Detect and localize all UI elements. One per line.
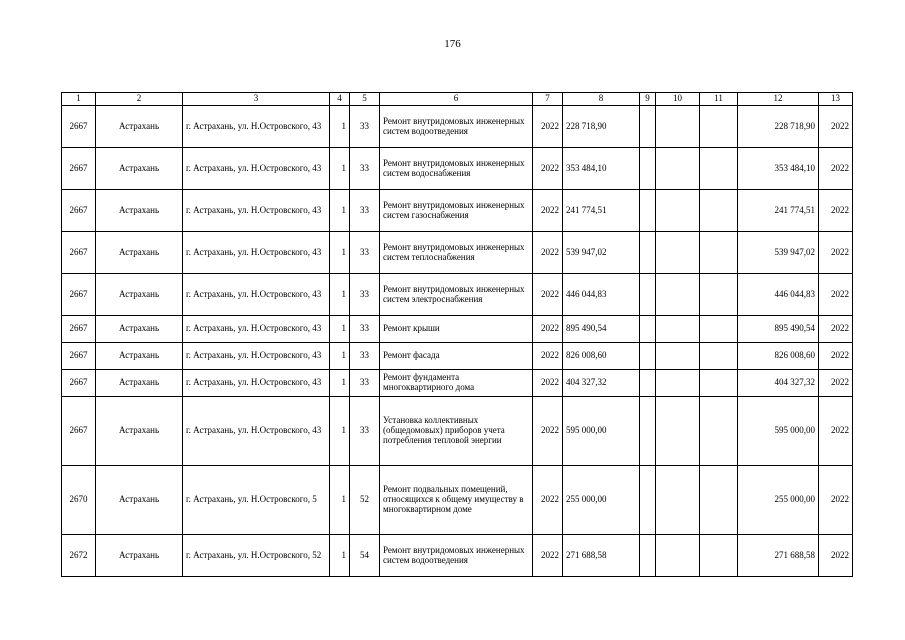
city-cell: Астрахань xyxy=(96,232,183,274)
col9-cell xyxy=(640,466,656,535)
column-number: 13 xyxy=(819,93,853,106)
number-cell: 33 xyxy=(350,397,380,466)
count-cell: 1 xyxy=(330,316,350,343)
col11-cell xyxy=(700,343,738,370)
col11-cell xyxy=(700,370,738,397)
table-row xyxy=(62,106,853,148)
year-cell: 2022 xyxy=(533,274,563,316)
column-number: 12 xyxy=(738,93,819,106)
count-cell: 1 xyxy=(330,232,350,274)
count-cell: 1 xyxy=(330,535,350,577)
total-cost-cell: 539 947,02 xyxy=(738,232,819,274)
city-cell: Астрахань xyxy=(96,148,183,190)
total-cost-cell: 595 000,00 xyxy=(738,397,819,466)
col11-cell xyxy=(700,535,738,577)
city-cell: Астрахань xyxy=(96,397,183,466)
house-code-cell: 2667 xyxy=(62,274,96,316)
count-cell: 1 xyxy=(330,274,350,316)
number-cell: 33 xyxy=(350,106,380,148)
address-cell: г. Астрахань, ул. Н.Островского, 43 xyxy=(183,397,330,466)
house-code-cell: 2667 xyxy=(62,343,96,370)
count-cell: 1 xyxy=(330,343,350,370)
column-number: 1 xyxy=(62,93,96,106)
city-cell: Астрахань xyxy=(96,466,183,535)
city-cell: Астрахань xyxy=(96,370,183,397)
year-cell: 2022 xyxy=(533,232,563,274)
col10-cell xyxy=(656,232,700,274)
col11-cell xyxy=(700,190,738,232)
cost-cell: 895 490,54 xyxy=(563,316,640,343)
total-cost-cell: 404 327,32 xyxy=(738,370,819,397)
address-cell: г. Астрахань, ул. Н.Островского, 43 xyxy=(183,190,330,232)
col9-cell xyxy=(640,232,656,274)
table-row xyxy=(62,535,853,577)
address-cell: г. Астрахань, ул. Н.Островского, 43 xyxy=(183,370,330,397)
number-cell: 33 xyxy=(350,274,380,316)
work-type-cell: Ремонт крыши xyxy=(380,316,533,343)
page-number: 176 xyxy=(444,38,461,50)
year-cell: 2022 xyxy=(533,535,563,577)
cost-cell: 353 484,10 xyxy=(563,148,640,190)
col9-cell xyxy=(640,274,656,316)
total-cost-cell: 446 044,83 xyxy=(738,274,819,316)
year-cell: 2022 xyxy=(533,466,563,535)
col10-cell xyxy=(656,466,700,535)
count-cell: 1 xyxy=(330,397,350,466)
work-type-cell: Ремонт внутридомовых инженерных систем теплоснабжения xyxy=(380,232,533,274)
col9-cell xyxy=(640,343,656,370)
house-code-cell: 2667 xyxy=(62,232,96,274)
col9-cell xyxy=(640,535,656,577)
year-cell: 2022 xyxy=(533,106,563,148)
count-cell: 1 xyxy=(330,466,350,535)
address-cell: г. Астрахань, ул. Н.Островского, 43 xyxy=(183,106,330,148)
deadline-year-cell: 2022 xyxy=(819,106,853,148)
column-number: 7 xyxy=(533,93,563,106)
column-number-row xyxy=(62,93,853,106)
table-row xyxy=(62,148,853,190)
col9-cell xyxy=(640,190,656,232)
col10-cell xyxy=(656,343,700,370)
column-number: 9 xyxy=(640,93,656,106)
total-cost-cell: 895 490,54 xyxy=(738,316,819,343)
number-cell: 54 xyxy=(350,535,380,577)
col10-cell xyxy=(656,106,700,148)
table-row xyxy=(62,190,853,232)
number-cell: 33 xyxy=(350,370,380,397)
year-cell: 2022 xyxy=(533,316,563,343)
total-cost-cell: 255 000,00 xyxy=(738,466,819,535)
cost-cell: 595 000,00 xyxy=(563,397,640,466)
cost-cell: 404 327,32 xyxy=(563,370,640,397)
number-cell: 33 xyxy=(350,343,380,370)
col9-cell xyxy=(640,397,656,466)
col10-cell xyxy=(656,274,700,316)
deadline-year-cell: 2022 xyxy=(819,343,853,370)
cost-cell: 446 044,83 xyxy=(563,274,640,316)
table-row xyxy=(62,343,853,370)
number-cell: 33 xyxy=(350,232,380,274)
capital-repair-table xyxy=(61,92,853,577)
address-cell: г. Астрахань, ул. Н.Островского, 52 xyxy=(183,535,330,577)
deadline-year-cell: 2022 xyxy=(819,148,853,190)
deadline-year-cell: 2022 xyxy=(819,274,853,316)
col9-cell xyxy=(640,316,656,343)
city-cell: Астрахань xyxy=(96,106,183,148)
total-cost-cell: 353 484,10 xyxy=(738,148,819,190)
column-number: 8 xyxy=(563,93,640,106)
house-code-cell: 2667 xyxy=(62,370,96,397)
col9-cell xyxy=(640,106,656,148)
address-cell: г. Астрахань, ул. Н.Островского, 43 xyxy=(183,148,330,190)
col10-cell xyxy=(656,190,700,232)
work-type-cell: Ремонт подвальных помещений, относящихся к общему имуществу в многоквартирном доме xyxy=(380,466,533,535)
col10-cell xyxy=(656,397,700,466)
city-cell: Астрахань xyxy=(96,190,183,232)
city-cell: Астрахань xyxy=(96,535,183,577)
cost-cell: 241 774,51 xyxy=(563,190,640,232)
work-type-cell: Ремонт внутридомовых инженерных систем электроснабжения xyxy=(380,274,533,316)
column-number: 6 xyxy=(380,93,533,106)
total-cost-cell: 271 688,58 xyxy=(738,535,819,577)
year-cell: 2022 xyxy=(533,190,563,232)
col11-cell xyxy=(700,106,738,148)
count-cell: 1 xyxy=(330,106,350,148)
total-cost-cell: 826 008,60 xyxy=(738,343,819,370)
work-type-cell: Ремонт внутридомовых инженерных систем водоснабжения xyxy=(380,148,533,190)
col10-cell xyxy=(656,316,700,343)
col10-cell xyxy=(656,535,700,577)
table-row xyxy=(62,466,853,535)
address-cell: г. Астрахань, ул. Н.Островского, 43 xyxy=(183,232,330,274)
work-type-cell: Ремонт внутридомовых инженерных систем водоотведения xyxy=(380,535,533,577)
cost-cell: 539 947,02 xyxy=(563,232,640,274)
count-cell: 1 xyxy=(330,370,350,397)
column-number: 5 xyxy=(350,93,380,106)
column-number: 11 xyxy=(700,93,738,106)
table-row xyxy=(62,274,853,316)
deadline-year-cell: 2022 xyxy=(819,190,853,232)
year-cell: 2022 xyxy=(533,397,563,466)
deadline-year-cell: 2022 xyxy=(819,232,853,274)
number-cell: 52 xyxy=(350,466,380,535)
column-number: 3 xyxy=(183,93,330,106)
total-cost-cell: 241 774,51 xyxy=(738,190,819,232)
col11-cell xyxy=(700,232,738,274)
table-row xyxy=(62,232,853,274)
cost-cell: 228 718,90 xyxy=(563,106,640,148)
house-code-cell: 2667 xyxy=(62,190,96,232)
col10-cell xyxy=(656,148,700,190)
count-cell: 1 xyxy=(330,190,350,232)
work-type-cell: Ремонт внутридомовых инженерных систем водоотведения xyxy=(380,106,533,148)
column-number: 2 xyxy=(96,93,183,106)
house-code-cell: 2670 xyxy=(62,466,96,535)
col11-cell xyxy=(700,148,738,190)
deadline-year-cell: 2022 xyxy=(819,397,853,466)
col11-cell xyxy=(700,316,738,343)
work-type-cell: Ремонт внутридомовых инженерных систем газоснабжения xyxy=(380,190,533,232)
table-body xyxy=(62,106,853,577)
address-cell: г. Астрахань, ул. Н.Островского, 43 xyxy=(183,316,330,343)
city-cell: Астрахань xyxy=(96,343,183,370)
deadline-year-cell: 2022 xyxy=(819,535,853,577)
work-type-cell: Ремонт фундамента многоквартирного дома xyxy=(380,370,533,397)
city-cell: Астрахань xyxy=(96,316,183,343)
city-cell: Астрахань xyxy=(96,274,183,316)
address-cell: г. Астрахань, ул. Н.Островского, 5 xyxy=(183,466,330,535)
house-code-cell: 2667 xyxy=(62,316,96,343)
deadline-year-cell: 2022 xyxy=(819,316,853,343)
number-cell: 33 xyxy=(350,316,380,343)
table-row xyxy=(62,397,853,466)
house-code-cell: 2667 xyxy=(62,397,96,466)
col11-cell xyxy=(700,397,738,466)
work-type-cell: Установка коллективных (общедомовых) приборов учета потребления тепловой энергии xyxy=(380,397,533,466)
number-cell: 33 xyxy=(350,190,380,232)
address-cell: г. Астрахань, ул. Н.Островского, 43 xyxy=(183,343,330,370)
table-row xyxy=(62,316,853,343)
col11-cell xyxy=(700,274,738,316)
year-cell: 2022 xyxy=(533,343,563,370)
cost-cell: 271 688,58 xyxy=(563,535,640,577)
col11-cell xyxy=(700,466,738,535)
house-code-cell: 2672 xyxy=(62,535,96,577)
table-row xyxy=(62,370,853,397)
col9-cell xyxy=(640,370,656,397)
deadline-year-cell: 2022 xyxy=(819,466,853,535)
work-type-cell: Ремонт фасада xyxy=(380,343,533,370)
cost-cell: 826 008,60 xyxy=(563,343,640,370)
year-cell: 2022 xyxy=(533,148,563,190)
column-number: 4 xyxy=(330,93,350,106)
year-cell: 2022 xyxy=(533,370,563,397)
cost-cell: 255 000,00 xyxy=(563,466,640,535)
col9-cell xyxy=(640,148,656,190)
house-code-cell: 2667 xyxy=(62,106,96,148)
col10-cell xyxy=(656,370,700,397)
column-number: 10 xyxy=(656,93,700,106)
number-cell: 33 xyxy=(350,148,380,190)
count-cell: 1 xyxy=(330,148,350,190)
deadline-year-cell: 2022 xyxy=(819,370,853,397)
address-cell: г. Астрахань, ул. Н.Островского, 43 xyxy=(183,274,330,316)
total-cost-cell: 228 718,90 xyxy=(738,106,819,148)
house-code-cell: 2667 xyxy=(62,148,96,190)
